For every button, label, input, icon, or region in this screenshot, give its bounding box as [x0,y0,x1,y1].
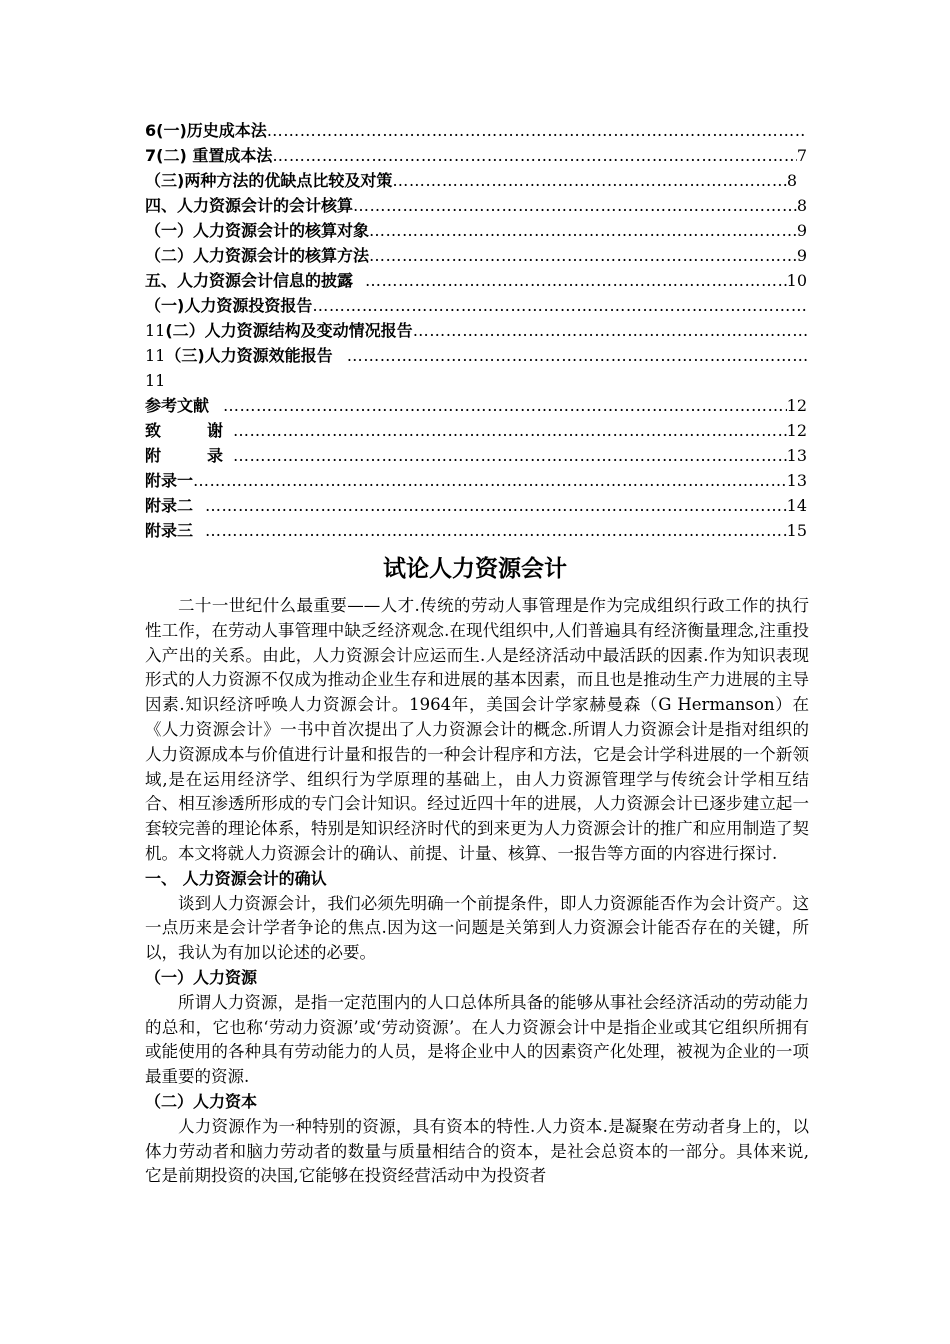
toc-entry[interactable] [145,393,807,418]
paragraph: 二十一世纪什么最重要——人才.传统的劳动人事管理是作为完成组织行政工作的执行性工作，在劳动人事管理中缺乏经济观念.在现代组织中,人们普遍具有经济衡量理念,注重投入产出的关系。由此，人力资源会计应运而生.人是经济活动中最活跃的因素.作为知识表现形式的人力资源不仅成为推动企业生存和进展的基本因素，而且也是推动生产力进展的主导因素.知识经济呼唤人力资源会计。1964年，美国会计学家赫曼森（G Hermanson）在《人力资源会计》一书中首次提出了人力资源会计的概念.所谓人力资源会计是指对组织的人力资源成本与价值进行计量和报告的一种会计程序和方法，它是会计学科进展的一个新领域,是在运用经济学、组织行为学原理的基础上，由人力资源管理学与传统会计学相互结合、相互渗透所形成的专门会计知识。经过近四十年的进展，人力资源会计已逐步建立起一套较完善的理论体系，特别是知识经济时代的到来更为人力资源会计的推广和应用制造了契机。本文将就人力资源会计的确认、前提、计量、核算、一报告等方面的内容进行探讨. [145,596,809,863]
toc-entry[interactable] [145,418,807,443]
toc-carried-page-number: 11 [145,321,166,340]
toc-page-number: 12 [786,421,807,440]
toc-page-number: 14 [786,496,807,515]
toc-leader [369,243,797,268]
toc-page-number: 8 [796,196,807,215]
toc-page-number: 9 [796,246,807,265]
toc-entry-title: 四、人力资源会计的会计核算 [145,196,354,215]
toc-page-number: 13 [786,471,807,490]
paragraph: 人力资源作为一种特别的资源，具有资本的特性.人力资本.是凝聚在劳动者身上的，以体力劳动者和脑力劳动者的数量与质量相结合的资本，是社会总资本的一部分。具体来说,它是前期投资的决国,它能够在投资经营活动中为投资者 [145,1116,809,1186]
toc-carried-page-number: 11 [145,346,166,365]
toc-entry[interactable] [145,168,807,193]
toc-leader [267,118,807,143]
toc-page-number: 8 [786,171,797,190]
toc-page-number: 13 [786,446,807,465]
toc-entry[interactable] [145,493,807,518]
toc-entry-title: （一）人力资源会计的核算对象 [145,221,370,240]
toc-entry[interactable] [145,118,807,143]
toc-leader [312,293,807,318]
toc-leader [205,518,787,543]
toc-entry-title: (二）人力资源结构及变动情况报告 [165,321,413,340]
toc-leader [233,418,787,443]
toc-leader [365,268,787,293]
toc-entry[interactable] [145,318,807,343]
table-of-contents [145,118,807,543]
toc-leader [233,443,787,468]
toc-leader [347,343,807,368]
document-title: 试论人力资源会计 [383,556,567,582]
toc-page-number: 7 [796,146,807,165]
toc-page-number: 12 [786,396,807,415]
toc-entry[interactable] [145,518,807,543]
toc-entry[interactable] [145,443,807,468]
toc-entry[interactable] [145,243,807,268]
toc-entry-title: 附录一 [145,471,194,490]
toc-leader [353,193,797,218]
toc-entry-title: 附录三 [145,521,194,540]
toc-entry-title: （一)人力资源投资报告 [145,296,313,315]
toc-entry[interactable] [145,193,807,218]
toc-entry-title: 6(一)历史成本法 [145,121,267,140]
toc-leader [193,468,787,493]
toc-entry[interactable] [145,268,807,293]
paragraph: 所谓人力资源，是指一定范围内的人口总体所具备的能够从事社会经济活动的劳动能力的总和，它也称‘劳动力资源’或‘劳动资源’。在人力资源会计中是指企业或其它组织所拥有或能使用的各种具有劳动能力的人员，是将企业中人的因素资产化处理，被视为企业的一项最重要的资源. [145,992,809,1087]
toc-leader [369,218,797,243]
toc-entry-title: （三)两种方法的优缺点比较及对策 [145,171,393,190]
subsection-heading: （二）人力资本 [145,1091,258,1111]
toc-entry[interactable] [145,343,807,368]
toc-entry-title: （三)人力资源效能报告 [165,346,333,365]
toc-entry-title: 7(二) 重置成本法 [145,146,273,165]
toc-leader [205,493,787,518]
toc-leader [392,168,786,193]
toc-page-number: 15 [786,521,807,540]
toc-entry-title: 附录二 [145,496,194,515]
toc-entry-title: 五、人力资源会计信息的披露 [145,271,354,290]
document-body [145,594,809,1189]
toc-entry-title: 致 谢 [145,421,223,440]
subsection-heading: （一）人力资源 [145,967,258,987]
toc-page-number: 9 [796,221,807,240]
paragraph: 谈到人力资源会计，我们必须先明确一个前提条件，即人力资源能否作为会计资产。这一点历来是会计学者争论的焦点.因为这一问题是关第到人力资源会计能否存在的关键，所以，我认为有加以论述的必要。 [145,893,809,963]
toc-entry[interactable] [145,143,807,168]
toc-entry-title: 附 录 [145,446,223,465]
toc-leader [413,318,807,343]
toc-leader [223,393,787,418]
toc-entry[interactable] [145,293,807,318]
toc-page-number: 10 [786,271,807,290]
toc-entry[interactable] [145,218,807,243]
section-heading: 一、 人力资源会计的确认 [145,868,327,888]
toc-entry[interactable] [145,468,807,493]
toc-entry-title: 参考文献 [145,396,210,415]
toc-leader [272,143,796,168]
toc-carried-page-number: 11 [145,371,166,390]
toc-entry-title: （二）人力资源会计的核算方法 [145,246,370,265]
